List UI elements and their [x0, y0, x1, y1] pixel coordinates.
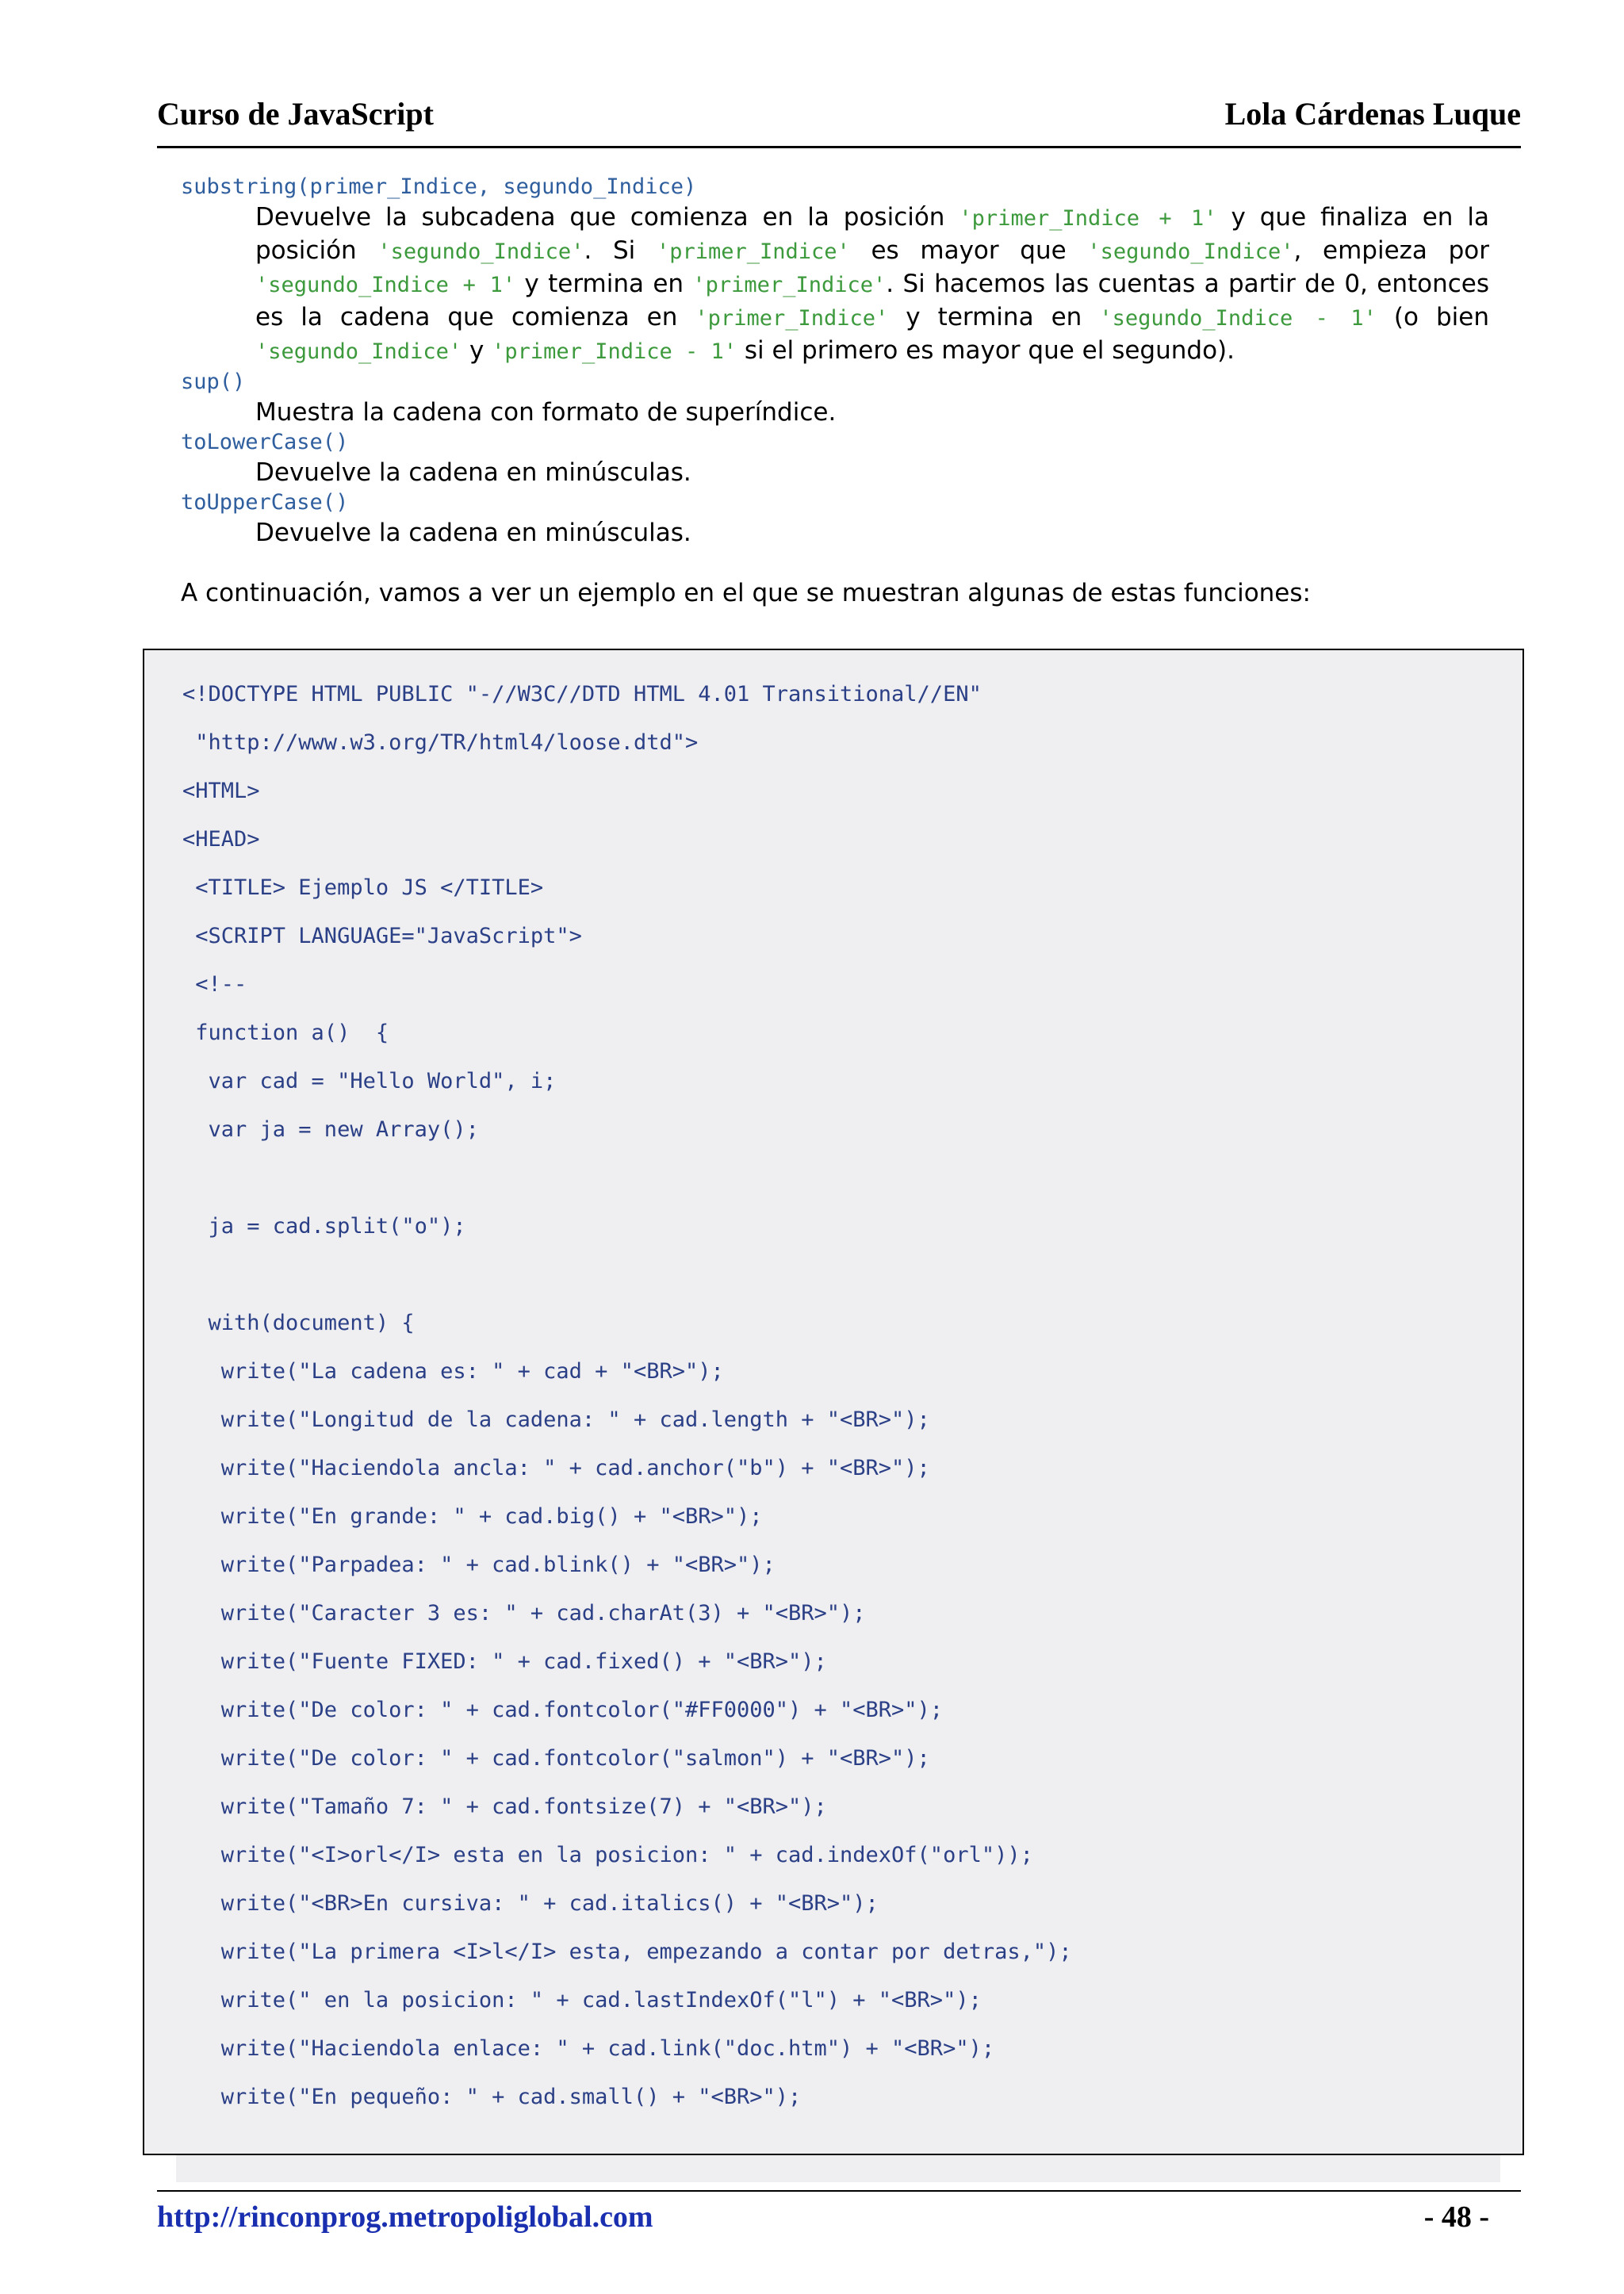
method-definitions — [181, 173, 1489, 549]
code-line: <HTML> — [182, 779, 260, 803]
description-text: . Si — [584, 236, 657, 265]
description-text: Muestra la cadena con formato de superíndice. — [255, 398, 837, 427]
code-line: write("Fuente FIXED: " + cad.fixed() + "<BR>"); — [182, 1649, 827, 1674]
code-line: write("Tamaño 7: " + cad.fontsize(7) + "<BR>"); — [182, 1794, 827, 1819]
description-text: si el primero es mayor que el segundo). — [737, 336, 1235, 365]
method-description — [255, 457, 1489, 488]
code-line: write("De color: " + cad.fontcolor("salmon") + "<BR>"); — [182, 1746, 930, 1771]
page-footer — [157, 2190, 1521, 2239]
method-description — [255, 396, 1489, 428]
inline-code: 'primer_Indice' — [656, 239, 850, 264]
description-text: y termina en — [515, 270, 693, 298]
description-text: . Si hacemos las cuentas a partir de 0, entonces es la cadena que comienza en — [255, 270, 1490, 331]
footer-link[interactable]: http://rinconprog.metropoliglobal.com — [157, 2200, 653, 2234]
code-line: write("Haciendola enlace: " + cad.link("doc.htm") + "<BR>"); — [182, 2036, 995, 2061]
code-line: write("En grande: " + cad.big() + "<BR>"); — [182, 1504, 763, 1529]
author-name: Lola Cárdenas Luque — [1224, 96, 1521, 132]
code-line: write("<BR>En cursiva: " + cad.italics() + "<BR>"); — [182, 1891, 879, 1916]
code-line: ja = cad.split("o"); — [182, 1214, 466, 1239]
method-signature: sup() — [181, 370, 246, 394]
description-text: (o bien — [1376, 303, 1490, 331]
intro-paragraph: A continuación, vamos a ver un ejemplo en el que se muestran algunas de estas funciones: — [181, 579, 1311, 607]
code-line: write("Parpadea: " + cad.blink() + "<BR>"); — [182, 1553, 776, 1577]
code-line: <HEAD> — [182, 827, 260, 852]
description-text: es mayor que — [849, 236, 1088, 265]
course-title: Curso de JavaScript — [157, 96, 434, 132]
method-signature: toUpperCase() — [181, 490, 349, 515]
code-line: write("En pequeño: " + cad.small() + "<BR>"); — [182, 2085, 802, 2109]
method-description — [255, 201, 1489, 368]
description-text: y — [462, 336, 492, 365]
code-line: function a() { — [182, 1021, 389, 1045]
description-text: y que finaliza en la posición — [255, 203, 1489, 265]
code-line: write(" en la posicion: " + cad.lastIndexOf("l") + "<BR>"); — [182, 1988, 982, 2013]
code-line: <TITLE> Ejemplo JS </TITLE> — [182, 875, 544, 900]
code-line: var cad = "Hello World", i; — [182, 1069, 557, 1093]
code-line: write("Caracter 3 es: " + cad.charAt(3) + "<BR>"); — [182, 1601, 866, 1626]
description-text: y termina en — [888, 303, 1100, 331]
inline-code: 'segundo_Indice' — [1087, 239, 1294, 264]
inline-code: 'segundo_Indice - 1' — [1099, 306, 1377, 331]
method-signature: substring(primer_Indice, segundo_Indice) — [181, 174, 697, 199]
code-line: with(document) { — [182, 1311, 415, 1335]
description-text: Devuelve la subcadena que comienza en la posición — [255, 203, 959, 232]
code-example-box — [143, 649, 1524, 2155]
code-line: write("La primera <I>l</I> esta, empezando a contar por detras,"); — [182, 1940, 1072, 1964]
code-line: var ja = new Array(); — [182, 1117, 479, 1142]
description-text: Devuelve la cadena en minúsculas. — [255, 519, 691, 547]
code-line: "http://www.w3.org/TR/html4/loose.dtd"> — [182, 730, 699, 755]
code-line: <SCRIPT LANGUAGE="JavaScript"> — [182, 924, 582, 948]
inline-code: 'primer_Indice + 1' — [959, 206, 1217, 231]
inline-code: 'segundo_Indice' — [255, 339, 462, 364]
page-header — [157, 95, 1521, 148]
inline-code: 'segundo_Indice' — [377, 239, 584, 264]
description-text: , empieza por — [1293, 236, 1489, 265]
code-line: <!DOCTYPE HTML PUBLIC "-//W3C//DTD HTML 4.01 Transitional//EN" — [182, 682, 982, 707]
code-line: write("La cadena es: " + cad + "<BR>"); — [182, 1359, 724, 1384]
inline-code: 'segundo_Indice + 1' — [255, 273, 516, 297]
code-box-continuation — [176, 2155, 1500, 2182]
method-signature: toLowerCase() — [181, 430, 349, 454]
description-text: Devuelve la cadena en minúsculas. — [255, 458, 691, 487]
code-line: write("Haciendola ancla: " + cad.anchor("b") + "<BR>"); — [182, 1456, 930, 1480]
inline-code: 'primer_Indice' — [692, 273, 887, 297]
code-line: write("De color: " + cad.fontcolor("#FF0000") + "<BR>"); — [182, 1698, 944, 1722]
code-line: <!-- — [182, 972, 247, 997]
method-description — [255, 517, 1489, 549]
page-number: - 48 - — [1423, 2200, 1489, 2234]
code-line: write("<I>orl</I> esta en la posicion: " + cad.indexOf("orl")); — [182, 1843, 1033, 1867]
inline-code: 'primer_Indice' — [695, 306, 889, 331]
inline-code: 'primer_Indice - 1' — [492, 339, 737, 364]
code-line: write("Longitud de la cadena: " + cad.length + "<BR>"); — [182, 1407, 930, 1432]
